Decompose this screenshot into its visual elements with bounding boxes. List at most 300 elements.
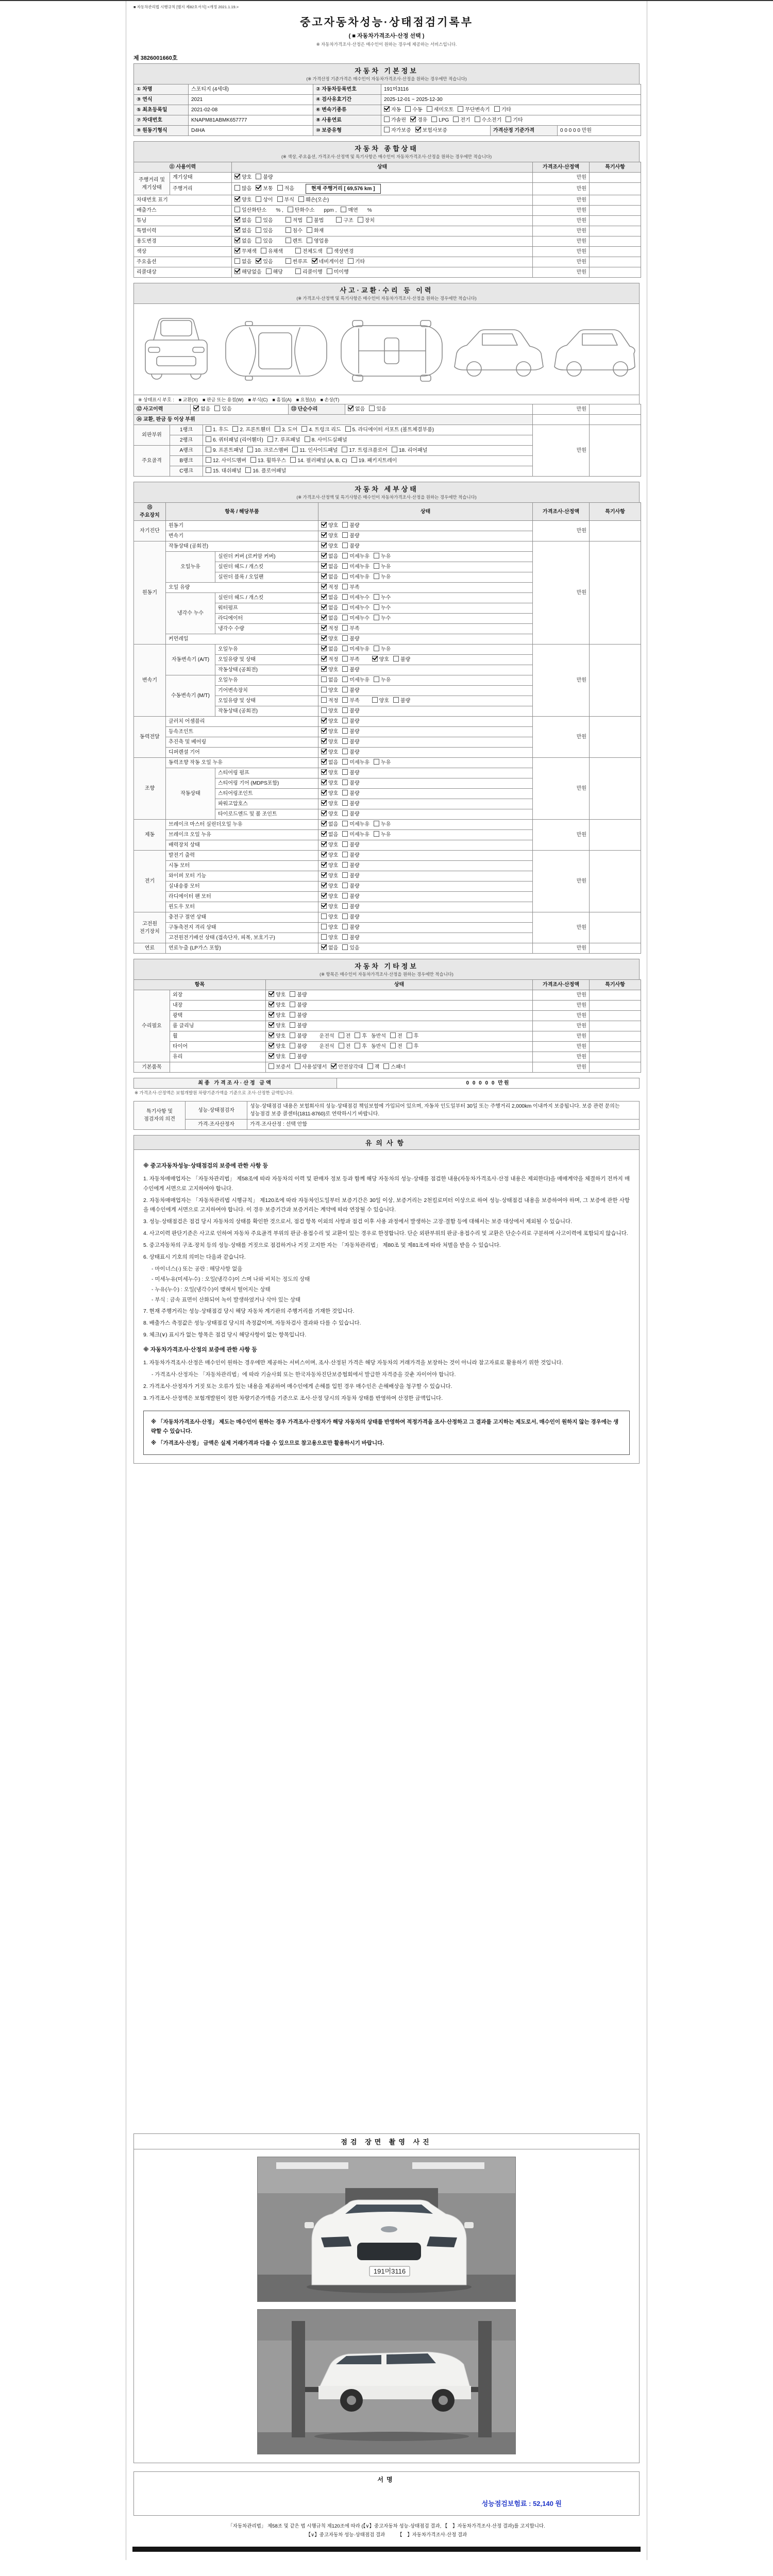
inspection-photo-front [257,2157,516,2302]
checked-option: 없음 [321,821,338,828]
checkbox-icon [234,248,240,253]
checkbox-icon [372,697,378,703]
checkbox-icon [431,116,437,122]
checkbox-icon [321,913,327,919]
group-label: 조향 [134,758,166,820]
checkbox-icon [321,852,327,857]
unchecked-option: 구조 [336,217,353,225]
notice-item: 4. 사고이력 판단기준은 사고로 인하여 자동차 주요골격 부위의 판금·용접수리 및 교환이 있는 경우로 한정합니다. 단순 외판부위의 판금·용접수리 및 교환은 단순수리로 구분하며 사고이력에 포함되지 않습니다. [143,1230,628,1237]
notice-subitem: - 부식 : 금속 표면이 산화되어 녹이 발생하였거나 삭아 있는 상태 [152,1296,301,1303]
checkbox-icon [341,207,346,212]
remark-cell [590,206,641,216]
checked-option: 해당없음 [234,268,262,276]
status-cell [266,1062,533,1073]
status-text: 동반석 [371,1044,386,1049]
unchecked-option: 부족 [342,625,359,633]
unchecked-option: 있음 [214,405,231,413]
checkbox-icon [295,1063,300,1069]
checkbox-icon [390,1032,396,1038]
remark-cell [590,758,641,820]
checkbox-icon [342,728,348,734]
checkbox-icon [321,779,327,785]
remark-cell [590,645,641,717]
unchecked-option: 불량 [290,1012,307,1020]
status-cell [318,572,533,583]
checked-option: 양호 [268,1032,285,1040]
checkbox-icon [321,543,327,548]
panel-item-option: 13. 휠하우스 [250,457,286,465]
checkbox-icon [290,1012,295,1018]
checkbox-icon [342,625,348,631]
checked-option: 양호 [321,903,338,911]
diagram-front-view [145,318,207,379]
unchecked-option: 매연 [341,207,358,214]
unchecked-option: 화재 [307,227,324,235]
status-cell [318,706,533,717]
summary-row [134,216,641,226]
checked-option: 양호 [321,790,338,798]
section-accident-history [133,283,640,477]
unchecked-option: 미세누유 [342,573,369,581]
detail-row [134,943,641,954]
checkbox-icon [374,821,379,826]
other-info-row [134,990,641,1001]
unchecked-option: 불량 [256,174,273,181]
checkbox-icon [415,127,421,132]
unchecked-option: 미세누유 [342,831,369,839]
base-price-value: 0 0 0 0 0 만원 [558,126,641,136]
panel-item-option: 17. 트렁크플로어 [342,447,388,454]
unchecked-option: 불량 [342,883,359,890]
price-cell: 만원 [533,851,590,912]
item-label: 리콜대상 [134,267,232,278]
checkbox-icon [256,185,261,191]
checkbox-icon [321,759,327,765]
checkbox-icon [342,903,348,909]
panel-item-option: 2. 프론트휀더 [232,426,270,434]
accident-history-row [134,404,641,415]
document-subtitle: ( ■ 자동차가격조사·산정 선택 ) [348,33,425,39]
checkbox-icon [348,258,354,264]
checkbox-icon [321,573,327,579]
checked-option: 없음 [321,563,338,571]
item-label: 작동상태 (공회전) [215,706,318,717]
transmission-options [381,105,641,115]
unchecked-option: 침수 [285,227,303,235]
reg-no-value: 191머3116 [381,84,641,95]
status-cell [318,665,533,675]
panel-item-option: 5. 라디에이터 서포트 (볼트체결부품) [345,426,434,434]
blank-page-area [133,1469,640,2133]
item-label: 오일 유량 [166,583,318,593]
group-label: 기본품목 [134,1062,170,1073]
status-cell [318,758,533,768]
unchecked-option: 세미오토 [427,106,454,114]
price-cell: 만원 [533,216,590,226]
checkbox-icon [342,779,348,785]
checkbox-icon [277,196,283,202]
fuel-label: ⑧ 사용연료 [313,115,381,126]
checked-option: 적정 [321,625,338,633]
checkbox-icon [268,1043,274,1048]
section-inspection-photos [133,2133,640,2463]
checkbox-icon [307,238,312,243]
status-cell [318,778,533,789]
unchecked-option: 기타 [348,258,365,266]
checked-option: 양호 [234,196,251,204]
status-text: 운전석 [319,1044,334,1049]
checkbox-icon [348,405,354,411]
notice-item: 8. 배출가스 측정값은 성능·상태점검 당시의 측정값이며, 자동차검사 결과와 다를 수 있습니다. [143,1320,361,1327]
subgroup-label: 자동변속기 (A/T) [166,645,215,675]
unchecked-option: 해당 [266,268,283,276]
remark-cell [590,267,641,278]
basic-info-subtitle: (※ 가격산정 기준가격은 매수인이 자동차가격조사·산정을 원하는 경우에만 적습니다) [306,76,467,81]
item-label: 룸 클리닝 [170,1021,266,1031]
basic-info-section-bar [133,63,640,84]
unchecked-option: 미세누수 [342,615,369,622]
group-label: 수리필요 [134,990,170,1062]
item-label: 실린더 커버 (로커암 커버) [215,552,318,562]
checkbox-icon [342,656,348,662]
other-header-status: 상태 [266,980,533,990]
inspector-opinion-table [133,1101,640,1130]
remark-cell [590,257,641,267]
checkbox-icon [321,790,327,795]
other-info-row [134,1042,641,1052]
summary-condition-table [133,162,641,278]
document-sheet [126,1,647,2560]
checkbox-icon [321,893,327,899]
item-label: 기어변속장치 [215,686,318,696]
detail-header-item: 항목 / 해당부품 [166,503,318,521]
unchecked-option: 있음 [369,405,386,413]
rank-items [203,425,533,435]
status-cell [318,634,533,645]
checkbox-icon [321,604,327,610]
checkbox-icon [261,248,266,253]
unchecked-option: 적음 [277,185,294,193]
checkbox-icon [277,185,283,191]
group-label: 자기진단 [134,521,166,541]
unchecked-option: 기타 [494,106,511,114]
checkbox-icon [374,831,379,837]
accident-title: 사고·교환·수리 등 이력 [340,286,433,294]
status-cell [318,912,533,923]
price-cell: 만원 [533,257,590,267]
unchecked-option: 미세누유 [342,759,369,767]
inspection-period-value: 2025-12-01 ~ 2025-12-30 [381,95,641,105]
checkbox-icon [285,227,291,233]
status-cell [318,820,533,830]
checkbox-icon [405,106,411,112]
checked-option: 없음 [234,238,251,245]
item-label: 등속조인트 [166,727,318,737]
price-survey-info-box: ※ 「자동차가격조사·산정」 제도는 매수인이 원하는 경우 가격조사·산정자가 해당 자동차의 상태를 반영하여 적정가격을 조사·산정하고 그 결과를 고지하는 제도로서, 매수인이 원하지 않는 경우에는 생략할 수 있습니다. ※ 「가격조사·산정」 금액은 실제 거래가격과 다를 수 있으므로 참고용으로만 활용하시기 바랍니다. [143,1411,630,1455]
notice-subitem: - 미세누유(미세누수) : 오일(냉각수)이 스며 나와 비치는 정도의 상태 [152,1276,310,1282]
remark-cell [590,1042,641,1052]
basic-row-4 [134,115,641,126]
checkbox-icon [321,903,327,909]
checkbox-icon [342,924,348,929]
other-info-row [134,1052,641,1062]
summary-row [134,247,641,257]
unchecked-option: 불량 [342,728,359,736]
diagram-top-view [226,321,327,380]
status-cell [318,696,533,706]
document-title: 중고자동차성능·상태점검기록부 [300,16,473,28]
checkbox-icon [321,749,327,754]
unchecked-option: 적정 [321,697,338,705]
price-cell: 만원 [533,236,590,247]
other-info-row [134,1062,641,1073]
unchecked-option: 부족 [342,584,359,591]
price-appraiser-opinion: 가격·조사산정 : 선택 안함 [247,1120,640,1130]
checked-option: 없음 [321,594,338,602]
checkbox-icon [410,116,416,122]
unchecked-option: 불량 [290,1022,307,1030]
checkbox-icon [321,718,327,723]
summary-header-status: 상태 [232,162,533,173]
exchange-label-row [134,415,641,425]
engine-type-value: D4HA [189,126,313,136]
status-cell [318,686,533,696]
status-cell [266,1001,533,1011]
checkbox-icon [355,1032,360,1038]
unchecked-option: 양호 [321,687,338,694]
checkbox-icon [206,426,211,432]
checked-option: 양호 [268,991,285,999]
summary-row [134,195,641,206]
price-cell: 만원 [533,1011,590,1021]
vin-value: KNAPM81ABMK657777 [189,115,313,126]
item-label: 워터펌프 [215,603,318,614]
checkbox-icon [321,872,327,878]
unchecked-option: 리콜이행 [295,268,323,276]
item-label: 유리 [170,1052,266,1062]
checkbox-icon [290,1032,295,1038]
unchecked-option: 불량 [342,841,359,849]
page-bottom-bar [132,2547,641,2552]
fuel-options [381,115,641,126]
checkbox-icon [374,594,379,600]
price-cell: 만원 [533,173,590,183]
status-cell [232,206,533,216]
performance-inspector-label: 성능·상태점검자 [186,1101,247,1120]
checkbox-icon [234,185,240,191]
summary-row [134,206,641,216]
first-registration-value: 2021-02-08 [189,105,313,115]
warranty-options [381,126,491,136]
checked-option: 경유 [410,116,427,124]
other-info-table [133,979,641,1073]
checkbox-icon [307,227,312,233]
other-header-row [134,980,641,990]
checkbox-icon [321,707,327,713]
checked-option: 없음 [348,405,365,413]
checkbox-icon [342,666,348,672]
unchecked-option: 누유 [374,646,391,653]
group-label: 동력전달 [134,717,166,758]
engine-type-label: ⑨ 원동기형식 [134,126,189,136]
panel-item-option: 14. 필러패널 (A, B, C) [290,457,347,465]
unchecked-option: 불량 [342,934,359,942]
checkbox-icon [321,635,327,641]
notice-subitem: - 마이너스(-) 또는 공란 : 해당사항 없음 [152,1265,243,1272]
other-subtitle: (※ 항목은 매수인이 자동차가격조사·산정을 원하는 경우에만 적습니다) [320,972,453,977]
checkbox-icon [266,268,272,274]
checkbox-icon [295,268,301,274]
checked-option: 없음 [321,553,338,561]
unchecked-option: 불량 [290,1032,307,1040]
checkbox-icon [342,543,348,548]
item-label: 충전구 절연 상태 [166,912,318,923]
unchecked-option: 불량 [342,872,359,880]
checked-option: 양호 [321,779,338,787]
checkbox-icon [342,749,348,754]
item-label [170,1062,266,1073]
checkbox-icon [321,563,327,569]
status-cell [232,267,533,278]
remark-cell [590,990,641,1001]
unchecked-option: 양호 [321,707,338,715]
unchecked-option: 적법 [285,217,303,225]
checked-option: 없음 [321,831,338,839]
checkbox-icon [288,207,293,212]
checkbox-icon [383,1063,389,1069]
unchecked-option: 렌트 [285,238,303,245]
checked-option: 양호 [268,1022,285,1030]
panel-item-option: 11. 인사이드패널 [292,447,338,454]
checked-option: 양호 [321,738,338,746]
detail-condition-table [133,502,641,954]
document-header [133,14,640,47]
item-label: 라디에이터 [215,614,318,624]
remark-cell [590,820,641,851]
checkbox-icon [374,615,379,620]
checked-option: 양호 [321,852,338,859]
section-final-price [133,1078,640,1096]
checkbox-icon [407,1032,412,1038]
unchecked-option: 후 [407,1032,419,1040]
detail-section-bar [133,482,640,502]
item-label: 배력장치 상태 [166,840,318,851]
price-cell: 만원 [533,1001,590,1011]
remark-cell [590,236,641,247]
checkbox-icon [327,268,332,274]
unchecked-option: 불량 [342,738,359,746]
section-summary-condition [133,141,640,278]
unchecked-option: 불량 [342,718,359,725]
checkbox-icon [342,944,348,950]
unchecked-option: 불량 [342,862,359,870]
price-cell: 만원 [533,226,590,236]
unchecked-option: 기타 [506,116,523,124]
status-cell [318,830,533,840]
summary-header-price: 가격조사·산정액 [533,162,590,173]
checkbox-icon [268,1032,274,1038]
item-label: 차대번호 표기 [134,195,232,206]
price-survey-service-note: ※ 자동차가격조사·산정은 매수인이 원하는 경우에 제공하는 서비스입니다. [316,42,457,47]
checked-option: 자동 [384,106,401,114]
price-cell: 만원 [533,404,590,415]
basic-row-2 [134,95,641,105]
notice-block-title: ※ 중고자동차성능·상태점검의 보증에 관한 사항 등 [143,1163,268,1169]
unchecked-option: 없음 [234,258,251,266]
panel-zone-label: 외판부위 [134,425,170,446]
checkbox-icon [384,106,390,112]
detail-row [134,541,641,552]
item-label: 라디에이터 팬 모터 [166,892,318,902]
price-cell: 만원 [533,645,590,717]
remark-cell [590,226,641,236]
panel-item-option: 16. 플로어패널 [245,467,286,475]
status-cell [318,871,533,882]
checked-option: 없음 [234,217,251,225]
base-price-label: 가격산정 기준가격 [491,126,558,136]
item-label: 용도변경 [134,236,232,247]
unchecked-option: 불량 [342,810,359,818]
checkbox-icon [232,426,238,432]
car-name-label: ① 차명 [134,84,189,95]
checkbox-icon [367,1063,373,1069]
checkbox-icon [206,457,211,463]
checked-option: 양호 [321,810,338,818]
price-cell: 만원 [533,943,590,954]
unchecked-option: 수동 [405,106,422,114]
status-cell [318,799,533,809]
remark-cell [590,851,641,912]
remark-cell [590,425,641,477]
status-cell [318,531,533,541]
document-number: 제 3826001660호 [133,55,178,61]
item-label: 고전원전기배선 상태 (접속단자, 피복, 보호기구) [166,933,318,943]
item-label: 주행거리 [170,183,232,195]
basic-row-3 [134,105,641,115]
unchecked-option: 미세누유 [342,676,369,684]
checked-option: 양호 [268,1043,285,1050]
status-cell [318,675,533,686]
section-basic-info [133,63,640,136]
basic-info-table [133,84,641,136]
checked-option: 안전삼각대 [331,1063,363,1071]
status-cell [232,236,533,247]
status-cell [318,614,533,624]
checked-option: 양호 [321,893,338,901]
checkbox-icon [336,217,342,223]
checkbox-icon [342,573,348,579]
insurance-premium-value: 52,140 원 [533,2500,562,2508]
rank-label: A랭크 [170,446,203,456]
checked-option: 양호 [268,1053,285,1061]
unchecked-option: 영업용 [307,238,329,245]
checkbox-icon [342,635,348,641]
checkbox-icon [342,913,348,919]
item-label: 실린더 블록 / 오일팬 [215,572,318,583]
status-cell [266,1031,533,1042]
status-cell [266,990,533,1001]
item-label: 구동축전지 격리 상태 [166,923,318,933]
unchecked-option: 양호 [321,934,338,942]
diagram-side-view-left [455,330,543,376]
status-cell [318,655,533,665]
summary-header-remark: 특기사항 [590,162,641,173]
detail-row [134,820,641,830]
remark-cell [590,1062,641,1073]
unchecked-option: 많음 [234,185,251,193]
panel-item-option: 1. 후드 [206,426,228,434]
item-label: 오일누유 [215,675,318,686]
